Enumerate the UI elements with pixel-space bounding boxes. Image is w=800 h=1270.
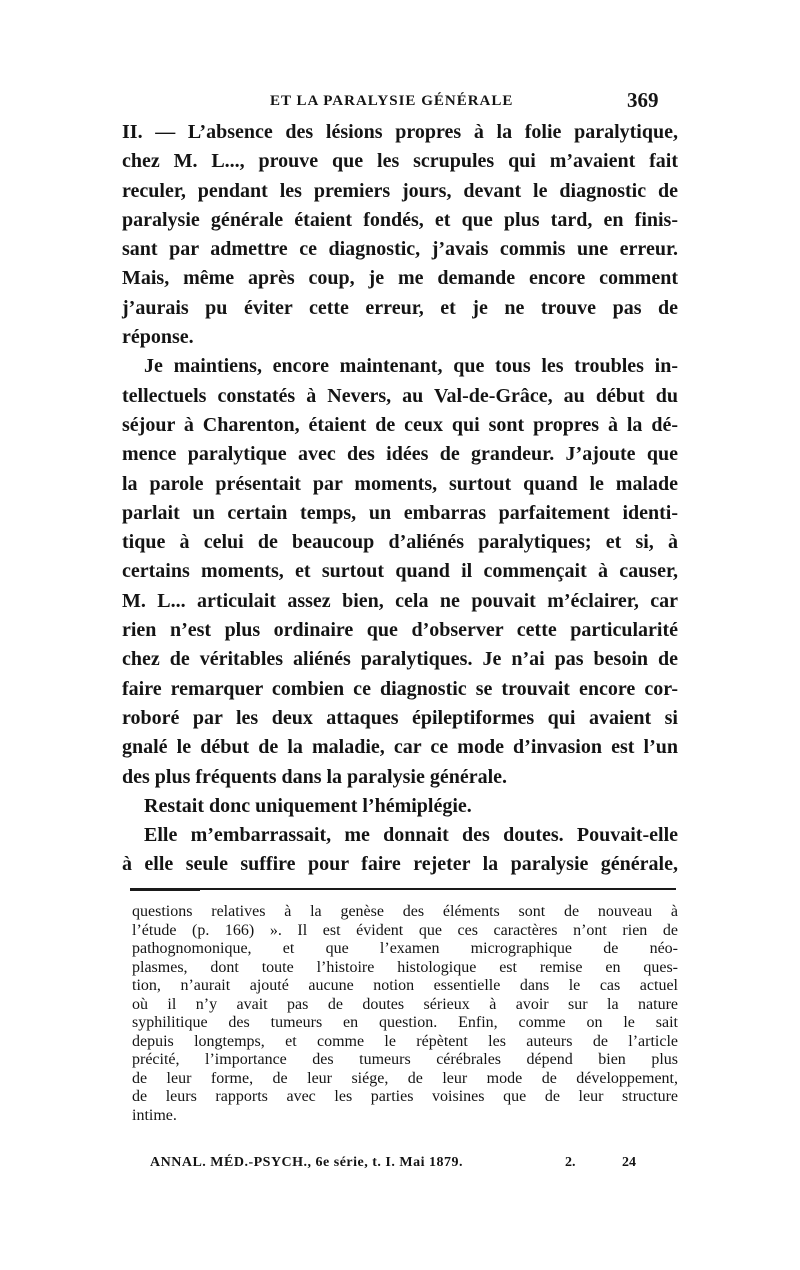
footnote-line: questions relatives à la genèse des éléments sont de nouveau à <box>132 903 678 920</box>
body-line: tique à celui de beaucoup d’aliénés paralytiques; et si, à <box>122 531 678 554</box>
footnote-line: intime. <box>132 1106 177 1124</box>
body-line: j’aurais pu éviter cette erreur, et je ne trouve pas de <box>122 296 678 319</box>
body-line: tellectuels constatés à Nevers, au Val-de-Grâce, au début du <box>122 384 678 407</box>
body-line: faire remarquer combien ce diagnostic se trouvait encore cor- <box>122 677 678 700</box>
footnote-line: où il n’y avait pas de doutes sérieux à avoir sur la nature <box>132 995 678 1013</box>
body-line: gnalé le début de la maladie, car ce mode d’invasion est l’un <box>122 736 678 759</box>
body-line: certains moments, et surtout quand il commençait à causer, <box>122 560 678 583</box>
footnote-line: de leur forme, de leur siége, de leur mode de développement, <box>132 1069 678 1087</box>
footnote-line: de leurs rapports avec les parties voisines que de leur structure <box>132 1088 678 1105</box>
body-line: séjour à Charenton, étaient de ceux qui sont propres à la dé- <box>122 413 678 436</box>
page-number: 369 <box>627 88 659 112</box>
footnote-line: plasmes, dont toute l’histoire histologique est remise en ques- <box>132 958 678 976</box>
body-line: M. L... articulait assez bien, cela ne pouvait m’éclairer, car <box>122 589 678 612</box>
footnote-line: précité, l’importance des tumeurs cérébrales dépend bien plus <box>132 1051 678 1068</box>
body-line: Je maintiens, encore maintenant, que tous les troubles in- <box>144 355 678 378</box>
body-text <box>122 118 678 880</box>
body-line: à elle seule suffire pour faire rejeter la paralysie générale, <box>122 853 678 876</box>
body-line: des plus fréquents dans la paralysie générale. <box>122 765 508 788</box>
body-line: rien n’est plus ordinaire que d’observer cette particularité <box>122 619 678 642</box>
body-line: mence paralytique avec des idées de grandeur. J’ajoute que <box>122 443 678 466</box>
body-line: reculer, pendant les premiers jours, devant le diagnostic de <box>122 179 678 202</box>
footnote-line: tion, n’aurait ajouté aucune notion essentielle dans le cas actuel <box>132 977 678 994</box>
body-line: roboré par les deux attaques épileptiformes qui avaient si <box>122 706 678 729</box>
body-line: la parole présentait par moments, surtout quand le malade <box>122 472 678 495</box>
body-line: Mais, même après coup, je me demande encore comment <box>122 267 678 290</box>
body-line: Elle m’embarrassait, me donnait des doutes. Pouvait-elle <box>144 824 678 847</box>
footnote-line: pathognomonique, et que l’examen micrographique de néo- <box>132 940 678 957</box>
body-line: chez de véritables aliénés paralytiques. Je n’ai pas besoin de <box>122 648 678 671</box>
body-line: sant par admettre ce diagnostic, j’avais commis une erreur. <box>122 238 678 261</box>
signature-line: ANNAL. MÉD.-PSYCH., 6e série, t. I. Mai 1879. <box>150 1155 463 1170</box>
footnote-line: l’étude (p. 166) ». Il est évident que ces caractères n’ont rien de <box>132 921 678 939</box>
body-line: parlait un certain temps, un embarras parfaitement identi- <box>122 501 678 524</box>
sheet-marker: 24 <box>622 1155 636 1170</box>
sheet-number: 2. <box>565 1155 576 1170</box>
body-line: paralysie générale étaient fondés, et que plus tard, en finis- <box>122 208 678 231</box>
footnote-text <box>132 903 678 1125</box>
body-line: réponse. <box>122 326 194 349</box>
body-line: chez M. L..., prouve que les scrupules qui m’avaient fait <box>122 150 678 173</box>
running-title: ET LA PARALYSIE GÉNÉRALE <box>270 93 514 109</box>
body-line: II. — L’absence des lésions propres à la folie paralytique, <box>122 121 678 143</box>
footnote-line: depuis longtemps, et comme le répètent les auteurs de l’article <box>132 1032 678 1050</box>
footnote-line: syphilitique des tumeurs en question. Enfin, comme on le sait <box>132 1014 678 1031</box>
footnote-separator <box>130 888 676 890</box>
body-line: Restait donc uniquement l’hémiplégie. <box>144 794 472 817</box>
